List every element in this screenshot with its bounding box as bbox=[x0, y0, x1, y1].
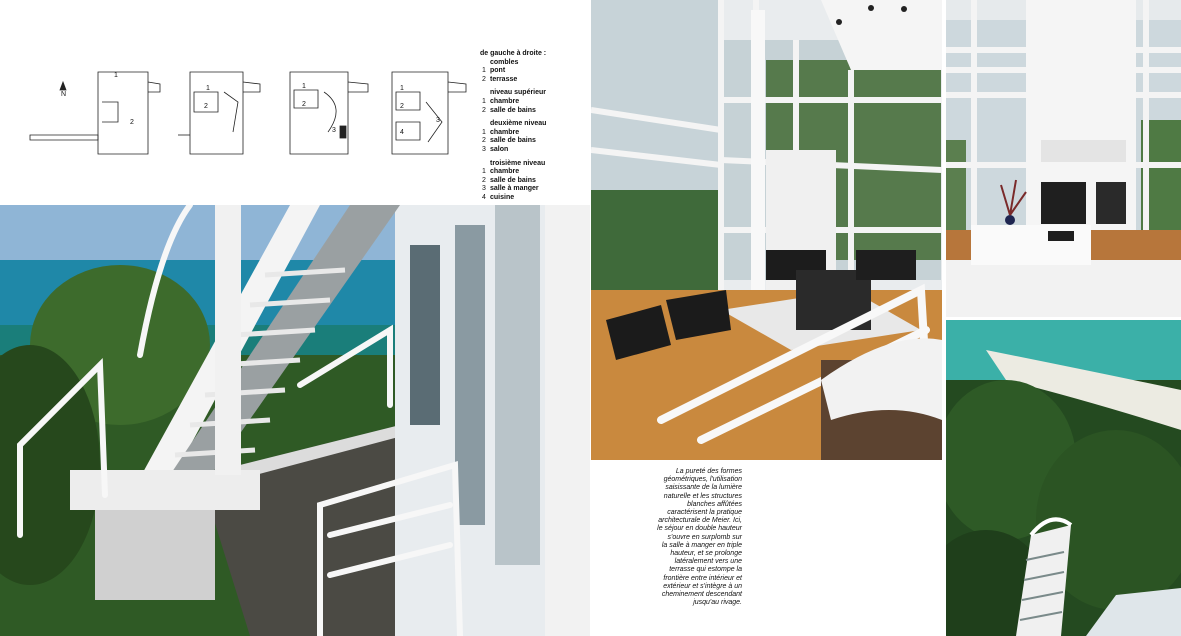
legend-group-title: combles bbox=[490, 58, 519, 66]
photo-forest-beach-drawing bbox=[946, 320, 1181, 636]
legend-item bbox=[480, 129, 585, 138]
plan4-label-1: 1 bbox=[400, 85, 404, 92]
caption-line: extérieur et s'intègre à un bbox=[663, 582, 742, 590]
legend-item bbox=[480, 67, 585, 76]
legend-item-label: pont bbox=[490, 67, 506, 75]
legend-item bbox=[480, 107, 585, 116]
plan1-label-1: 1 bbox=[114, 72, 118, 79]
caption-line: blanches affûtées bbox=[687, 500, 742, 508]
caption-line: naturelle et les structures bbox=[663, 492, 742, 500]
legend-item-num: 4 bbox=[482, 193, 486, 201]
legend-item-label: salle de bains bbox=[490, 176, 536, 184]
legend-item bbox=[480, 194, 585, 203]
legend-item-num: 1 bbox=[482, 97, 486, 105]
legend-item bbox=[480, 177, 585, 186]
photo-interior-living bbox=[591, 0, 942, 460]
legend-item-label: chambre bbox=[490, 128, 520, 136]
plan4-label-2: 2 bbox=[400, 103, 404, 110]
legend-item bbox=[480, 98, 585, 107]
plan4-label-4: 4 bbox=[400, 129, 404, 136]
photo-fireplace bbox=[946, 0, 1181, 317]
caption-line: architecturale de Meier. Ici, bbox=[658, 517, 742, 525]
caption-line: cheminement descendant bbox=[661, 591, 742, 599]
plan3-label-1: 1 bbox=[302, 83, 306, 90]
legend-group-title: deuxième niveau bbox=[490, 120, 547, 128]
photo-fireplace-drawing bbox=[946, 0, 1181, 317]
legend-group bbox=[480, 59, 585, 85]
caption-line: jusqu'au rivage. bbox=[693, 599, 742, 607]
legend-item bbox=[480, 76, 585, 85]
legend-group bbox=[480, 89, 585, 115]
caption-line: s'ouvre en surplomb sur bbox=[667, 533, 742, 541]
caption-line: saisissante de la lumière bbox=[665, 484, 742, 492]
plan1-label-2: 2 bbox=[130, 119, 134, 126]
legend-item-num: 2 bbox=[482, 137, 486, 145]
caption-line: géométriques, l'utilisation bbox=[663, 476, 742, 484]
north-label: N bbox=[61, 91, 67, 98]
photo-interior-living-drawing bbox=[591, 0, 942, 460]
legend-item-num: 3 bbox=[482, 185, 486, 193]
caption-line: la salle à manger en triple bbox=[661, 541, 742, 549]
plan2-label-1: 1 bbox=[206, 85, 210, 92]
legend-item-label: terrasse bbox=[490, 75, 518, 83]
plan2-label-2: 2 bbox=[204, 103, 208, 110]
legend-group bbox=[480, 160, 585, 203]
photo-forest-beach bbox=[946, 320, 1181, 636]
legend-item-label: salle de bains bbox=[490, 106, 536, 114]
legend-item-num: 2 bbox=[482, 176, 486, 184]
legend-item-num: 1 bbox=[482, 67, 486, 75]
legend-item-label: chambre bbox=[490, 97, 520, 105]
legend-item bbox=[480, 185, 585, 194]
floor-plans-drawing bbox=[28, 62, 473, 162]
floor-plan-legend bbox=[480, 50, 585, 203]
plan4-label-3: 3 bbox=[436, 117, 440, 124]
legend-heading: de gauche à droite : bbox=[480, 50, 547, 57]
plan3-label-2: 2 bbox=[302, 101, 306, 108]
floor-plans bbox=[28, 62, 473, 162]
caption-line: latéralement vers une bbox=[674, 558, 742, 566]
legend-item bbox=[480, 146, 585, 155]
caption-line: hauteur, et se prolonge bbox=[670, 550, 742, 558]
legend-group bbox=[480, 120, 585, 154]
photo-exterior-stair bbox=[0, 205, 590, 636]
photo-exterior-stair-drawing bbox=[0, 205, 590, 636]
caption-line: frontière entre intérieur et bbox=[663, 574, 742, 582]
legend-item-num: 1 bbox=[482, 128, 486, 136]
legend-item bbox=[480, 137, 585, 146]
legend-item-num: 1 bbox=[482, 168, 486, 176]
legend-item-label: salle à manger bbox=[490, 185, 539, 193]
legend-group-title: niveau supérieur bbox=[490, 89, 547, 97]
legend-item-label: salon bbox=[490, 145, 509, 153]
legend-item-label: chambre bbox=[490, 168, 520, 176]
photo-caption bbox=[636, 468, 742, 607]
legend-item-label: cuisine bbox=[490, 193, 515, 201]
legend-group-title: troisième niveau bbox=[490, 159, 546, 167]
plan3-label-3: 3 bbox=[332, 127, 336, 134]
caption-line: La pureté des formes bbox=[675, 468, 742, 475]
caption-line: terrasse qui estompe la bbox=[669, 566, 742, 574]
legend-item bbox=[480, 168, 585, 177]
legend-item-num: 2 bbox=[482, 75, 486, 83]
caption-line: le séjour en double hauteur bbox=[657, 525, 742, 533]
legend-item-label: salle de bains bbox=[490, 137, 536, 145]
legend-item-num: 3 bbox=[482, 145, 486, 153]
caption-line: caractérisent la pratique bbox=[667, 509, 742, 517]
legend-item-num: 2 bbox=[482, 106, 486, 114]
